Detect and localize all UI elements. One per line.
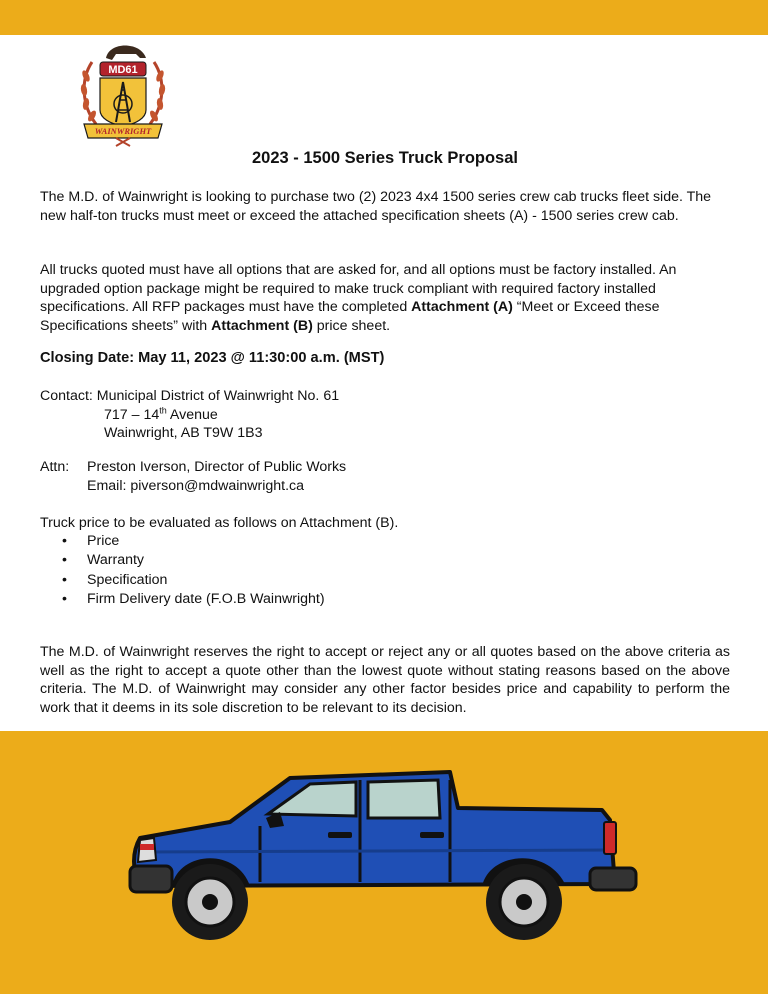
- criteria-list: [58, 532, 325, 609]
- page-title: 2023 - 1500 Series Truck Proposal: [252, 149, 518, 167]
- top-color-band: [0, 0, 768, 35]
- closing-date: Closing Date: May 11, 2023 @ 11:30:00 a.m. (MST): [40, 350, 385, 366]
- list-item: • Price: [58, 532, 325, 551]
- front-wheel-icon: [172, 864, 248, 940]
- pickup-truck-illustration: [120, 760, 650, 950]
- rear-wheel-icon: [486, 864, 562, 940]
- attn-block: [40, 458, 730, 495]
- reservation-paragraph: The M.D. of Wainwright reserves the right to accept or reject any or all quotes based on the above criteria as well as the right to accept a quote other than the lowest quote without stating reasons based on the above criteria. The M.D. of Wainwright may consider any other factor besides price and capability to perform the work that it deems in its sole discretion to be relevant to its decision.: [40, 644, 730, 716]
- contact-label: Contact:: [40, 388, 97, 404]
- list-item: • Warranty: [58, 551, 325, 570]
- logo-ribbon-text: WAINWRIGHT: [94, 126, 152, 136]
- attachment-a-label: Attachment (A): [411, 299, 513, 316]
- evaluation-intro: Truck price to be evaluated as follows on Attachment (B).: [40, 515, 399, 531]
- contact-block: [40, 387, 730, 443]
- options-paragraph: All trucks quoted must have all options that are asked for, and all options must be factory installed. An upgraded option package might be required to make truck compliant with required factory installed specifications. All RFP packages must have the completed Attachment (A) “Meet or Exceed these Specifications sheets” with Attachment (B) price sheet.: [40, 262, 677, 334]
- contact-address: 717 – 14th Avenue: [104, 404, 218, 423]
- intro-paragraph: The M.D. of Wainwright is looking to purchase two (2) 2023 4x4 1500 series crew cab trucks fleet side. The new half-ton trucks must meet or exceed the attached specification sheets (A) - 1500 series crew cab.: [40, 189, 712, 224]
- attn-name: Preston Iverson, Director of Public Works: [87, 459, 347, 475]
- list-item: • Firm Delivery date (F.O.B Wainwright): [58, 590, 325, 609]
- contact-name: Municipal District of Wainwright No. 61: [96, 388, 340, 404]
- list-item: • Specification: [58, 571, 325, 590]
- md-wainwright-logo: [76, 40, 170, 148]
- attachment-b-label: Attachment (B): [211, 317, 313, 334]
- contact-city: Wainwright, AB T9W 1B3: [104, 425, 263, 442]
- logo-top-text: MD61: [108, 64, 138, 76]
- email-label: Email:: [87, 477, 131, 494]
- attn-label: Attn:: [40, 459, 70, 475]
- email-address: piverson@mdwainwright.ca: [130, 477, 305, 494]
